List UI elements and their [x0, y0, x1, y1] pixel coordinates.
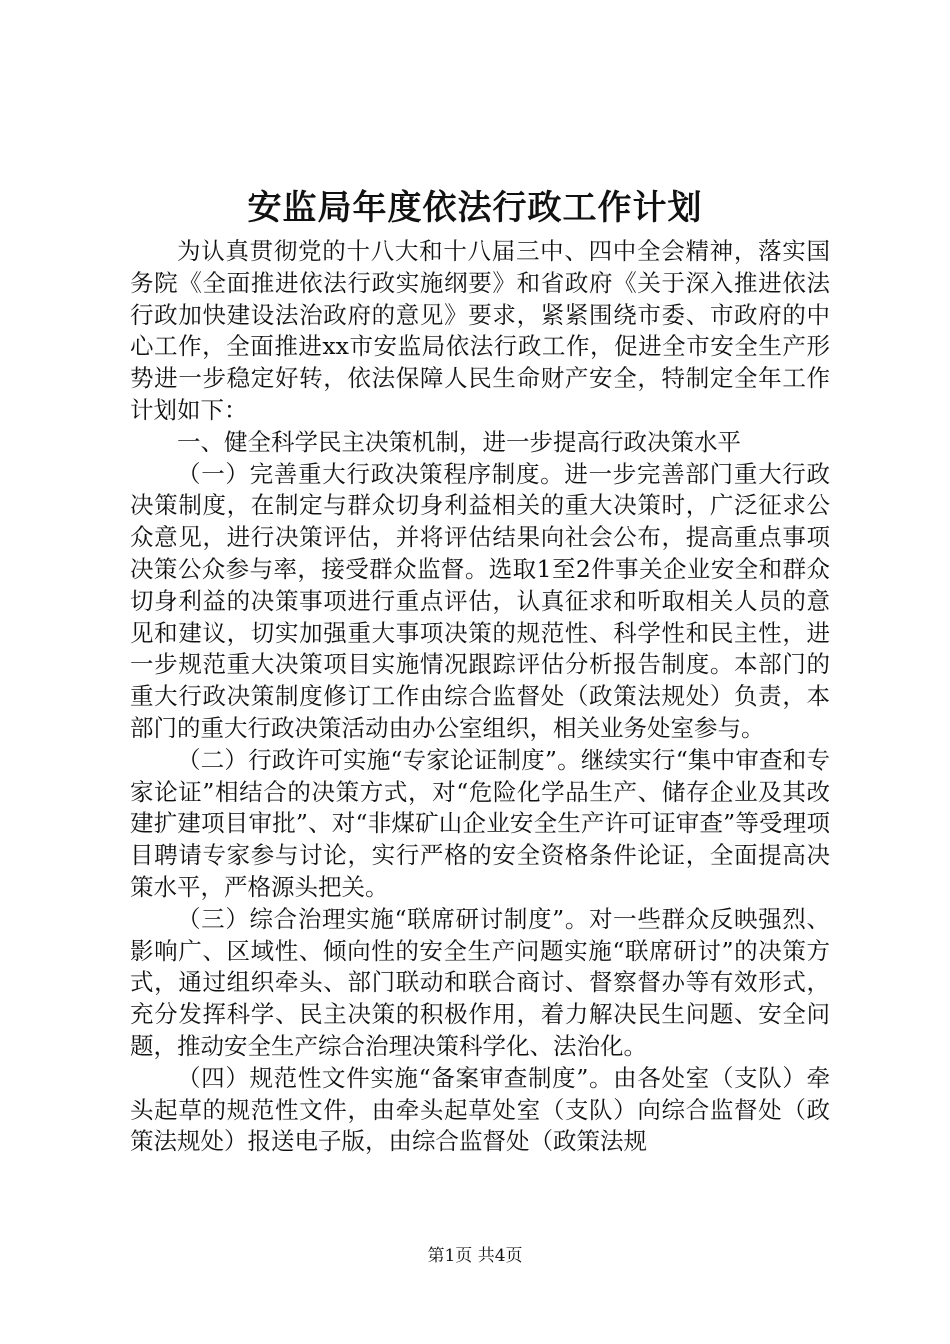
- section-heading-1: 一、健全科学民主决策机制，进一步提高行政决策水平: [177, 427, 741, 456]
- paragraph-item-2: （二）行政许可实施“专家论证制度”。继续实行“集中审查和专家论证”相结合的决策方式，对“危险化学品生产、储存企业及其改建扩建项目审批”、对“非煤矿山企业安全生产许可证审查”等受理项目聘请专家参与讨论，实行严格的安全资格条件论证，全面提高决策水平，严格源头把关。: [130, 745, 830, 901]
- document-title: 安监局年度依法行政工作计划: [247, 188, 703, 228]
- paragraph-item-1: （一）完善重大行政决策程序制度。进一步完善部门重大行政决策制度，在制定与群众切身利益相关的重大决策时，广泛征求公众意见，进行决策评估，并将评估结果向社会公布，提高重点事项决策公众参与率，接受群众监督。选取1至2件事关企业安全和群众切身利益的决策事项进行重点评估，认真征求和听取相关人员的意见和建议，切实加强重大事项决策的规范性、科学性和民主性，进一步规范重大决策项目实施情况跟踪评估分析报告制度。本部门的重大行政决策制度修订工作由综合监督处（政策法规处）负责，本部门的重大行政决策活动由办公室组织，相关业务处室参与。: [130, 459, 830, 742]
- paragraph-item-4: （四）规范性文件实施“备案审查制度”。由各处室（支队）牵头起草的规范性文件，由牵头起草处室（支队）向综合监督处（政策法规处）报送电子版，由综合监督处（政策法规: [130, 1063, 830, 1156]
- paragraph-intro: 为认真贯彻党的十八大和十八届三中、四中全会精神，落实国务院《全面推进依法行政实施纲要》和省政府《关于深入推进依法行政加快建设法治政府的意见》要求，紧紧围绕市委、市政府的中心工作，全面推进xx市安监局依法行政工作，促进全市安全生产形势进一步稳定好转，依法保障人民生命财产安全，特制定全年工作计划如下：: [130, 237, 830, 424]
- document-body: [130, 236, 830, 1158]
- page-number: 第1页 共4页: [427, 1246, 523, 1266]
- paragraph-item-3: （三）综合治理实施“联席研讨制度”。对一些群众反映强烈、影响广、区域性、倾向性的安全生产问题实施“联席研讨”的决策方式，通过组织牵头、部门联动和联合商讨、督察督办等有效形式，充分发挥科学、民主决策的积极作用，着力解决民生问题、安全问题，推动安全生产综合治理决策科学化、法治化。: [130, 904, 830, 1060]
